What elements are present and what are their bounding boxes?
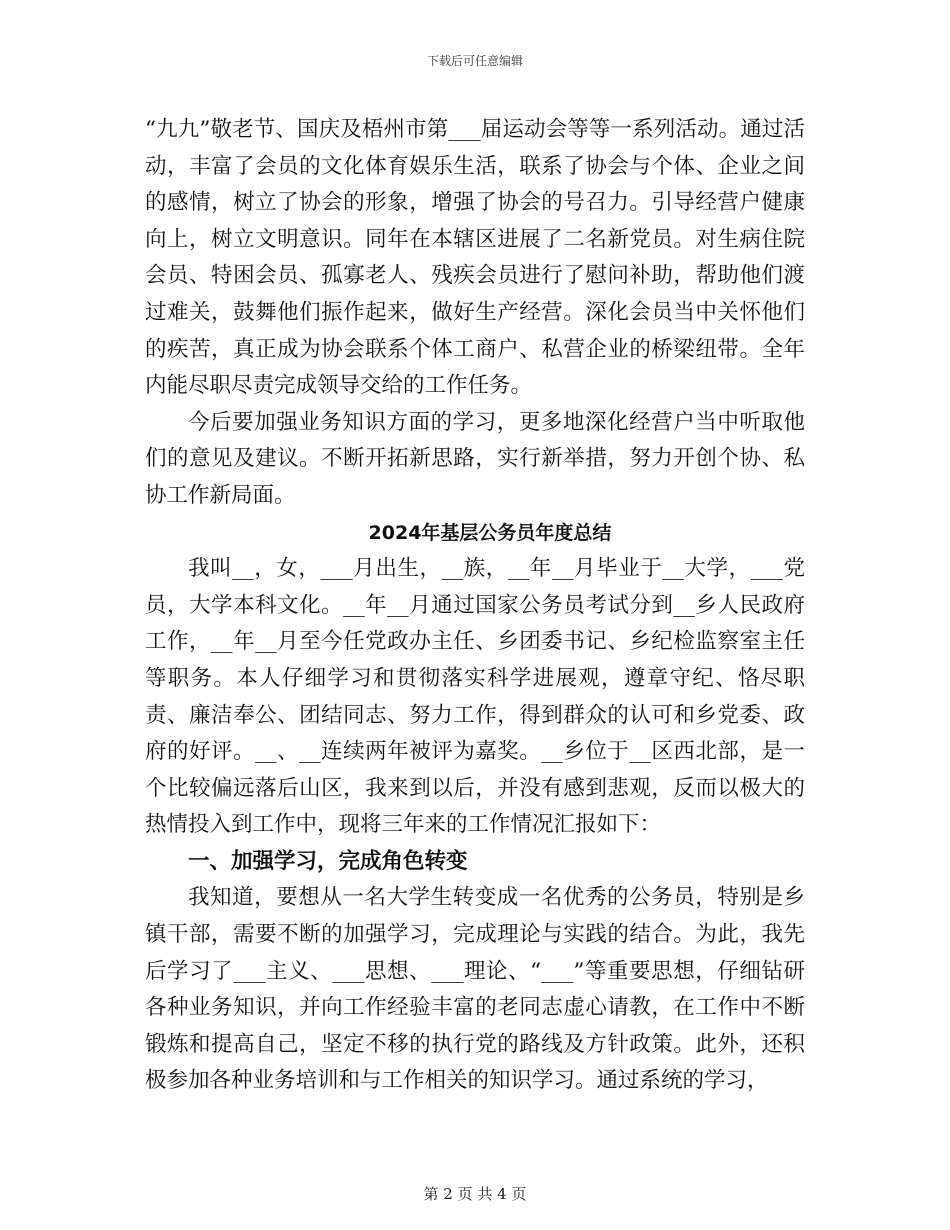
page-header: 下载后可任意编辑 xyxy=(426,54,523,68)
paragraph-future-plans: 今后要加强业务知识方面的学习，更多地深化经营户当中听取他们的意见及建议。不断开拓新思路，实行新举措，努力开创个协、私协工作新局面。 xyxy=(145,409,805,508)
document-title: 2024年基层公务员年度总结 xyxy=(368,521,612,544)
paragraph-study: 我知道，要想从一名大学生转变成一名优秀的公务员，特别是乡镇干部，需要不断的加强学习，完成理论与实践的结合。为此，我先后学习了___主义、___思想、___理论、“___”等重要思想，仔细钻研各种业务知识，并向工作经验丰富的老同志虚心请教，在工作中不断锻炼和提高自己，坚定不移的执行党的路线及方针政策。此外，还积极参加各种业务培训和与工作相关的知识学习。通过系统的学习， xyxy=(145,885,805,1094)
paragraph-self-introduction: 我叫__，女，___月出生，__族，__年__月毕业于__大学，___党员，大学本科文化。__年__月通过国家公务员考试分到__乡人民政府工作，__年__月至今任党政办主任、乡团委书记、乡纪检监察室主任等职务。本人仔细学习和贯彻落实科学进展观，遵章守纪、恪尽职责、廉洁奉公、团结同志、努力工作，得到群众的认可和乡党委、政府的好评。__、__连续两年被评为嘉奖。__乡位于__区西北部，是一个比较偏远落后山区，我来到以后，并没有感到悲观，反而以极大的热情投入到工作中，现将三年来的工作情况汇报如下： xyxy=(145,556,805,838)
section-heading-study: 一、加强学习，完成角色转变 xyxy=(188,848,468,874)
paragraph-activities: “九九”敬老节、国庆及梧州市第___届运动会等等一系列活动。通过活动，丰富了会员的文化体育娱乐生活，联系了协会与个体、企业之间的感情，树立了协会的形象，增强了协会的号召力。引导经营户健康向上，树立文明意识。同年在本辖区进展了二名新党员。对生病住院会员、特困会员、孤寡老人、残疾会员进行了慰问补助，帮助他们渡过难关，鼓舞他们振作起来，做好生产经营。深化会员当中关怀他们的疾苦，真正成为协会联系个体工商户、私营企业的桥梁纽带。全年内能尽职尽责完成领导交给的工作任务。 xyxy=(145,117,805,399)
page-number: 第 2 页 共 4 页 xyxy=(423,1185,527,1203)
document-body xyxy=(145,112,805,1100)
